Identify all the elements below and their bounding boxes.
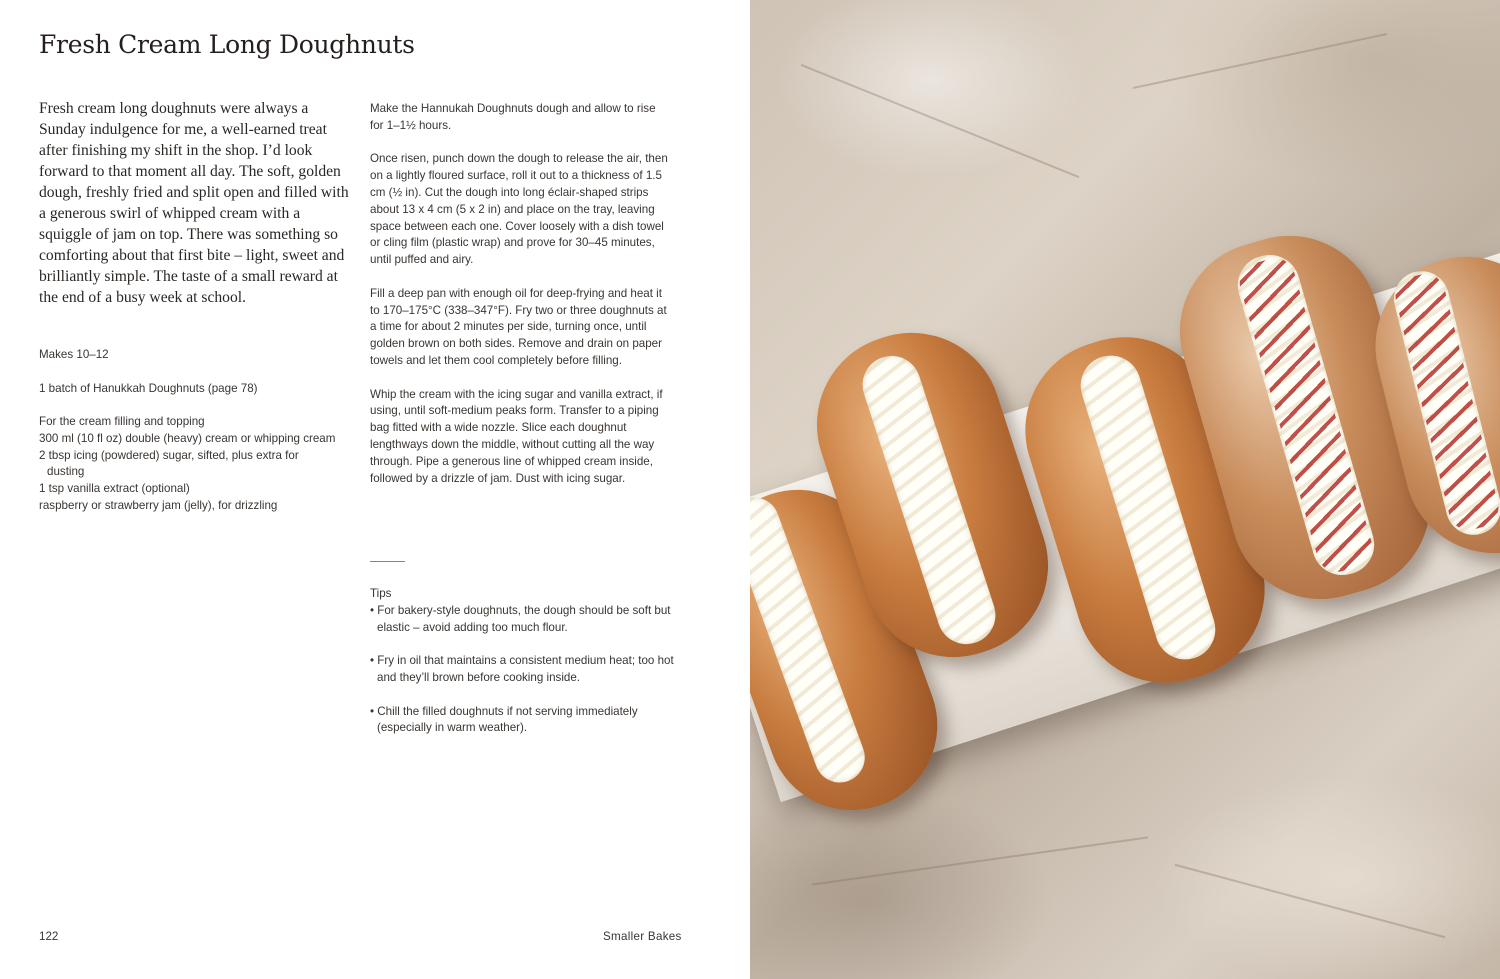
batch-ingredient: 1 batch of Hanukkah Doughnuts (page 78) (39, 382, 258, 395)
method-step: Once risen, punch down the dough to release the air, then on a lightly floured surface, roll it out to a thickness of 1.5 cm (½ in). Cut the dough into long éclair-shaped strips about 13 x 4 cm (5 x 2 in) and place on the tray, leaving space between each one. Cover loosely with a dish towel or cling film (plastic wrap) and prove for 30–45 minutes, until puffed and airy. (370, 152, 668, 267)
tip-item: • For bakery-style doughnuts, the dough should be soft but elastic – avoid adding too much flour. (370, 603, 680, 637)
tips-list (370, 603, 680, 737)
marble-vein (801, 64, 1080, 178)
marble-vein (1175, 864, 1446, 938)
tip-item: • Chill the filled doughnuts if not serving immediately (especially in warm weather). (370, 704, 680, 738)
method-block (370, 101, 670, 504)
tips-block (370, 586, 680, 754)
method-step: Make the Hannukah Doughnuts dough and allow to rise for 1–1½ hours. (370, 102, 656, 132)
method-step: Fill a deep pan with enough oil for deep-frying and heat it to 170–175°C (338–347°F). Fry two or three doughnuts at a time for about 2 minutes per side, turning once, until golden brown on both sides. Remove and drain on paper towels and let them cool completely before filling. (370, 286, 667, 367)
marble-vein (812, 836, 1149, 885)
ingredient-item: 2 tbsp icing (powdered) sugar, sifted, plus extra for dusting (39, 448, 299, 479)
section-name: Smaller Bakes (603, 930, 682, 943)
ingredient-list (39, 431, 339, 515)
food-photo (750, 0, 1500, 979)
ingredient-item: 1 tsp vanilla extract (optional) (39, 482, 190, 496)
marble-vein (1133, 33, 1388, 89)
recipe-title: Fresh Cream Long Doughnuts (39, 30, 415, 59)
tips-heading: Tips (370, 587, 392, 600)
method-step: Whip the cream with the icing sugar and vanilla extract, if using, until soft-medium peaks form. Transfer to a piping bag fitted with a wide nozzle. Slice each doughnut lengthways down the middle, without cutting all the way through. Pipe a generous line of whipped cream inside, followed by a drizzle of jam. Dust with icing sugar. (370, 387, 663, 485)
ingredient-item: raspberry or strawberry jam (jelly), for drizzling (39, 498, 278, 512)
ingredient-item: 300 ml (10 fl oz) double (heavy) cream or whipping cream (39, 431, 336, 445)
ingredients-block (39, 414, 339, 515)
yield-text: Makes 10–12 (39, 348, 109, 361)
intro-paragraph: Fresh cream long doughnuts were always a Sunday indulgence for me, a well-earned treat after finishing my shift in the shop. I’d look forward to that moment all day. The soft, golden dough, freshly fried and split open and filled with a generous swirl of whipped cream with a squiggle of jam on top. There was something so comforting about that first bite – light, sweet and brilliantly simple. The taste of a small reward at the end of a busy week at school. (39, 100, 349, 306)
divider (370, 561, 405, 562)
filling-heading: For the cream filling and topping (39, 415, 205, 428)
page-number: 122 (39, 930, 59, 943)
tip-item: • Fry in oil that maintains a consistent medium heat; too hot and they’ll brown before cooking inside. (370, 653, 680, 687)
